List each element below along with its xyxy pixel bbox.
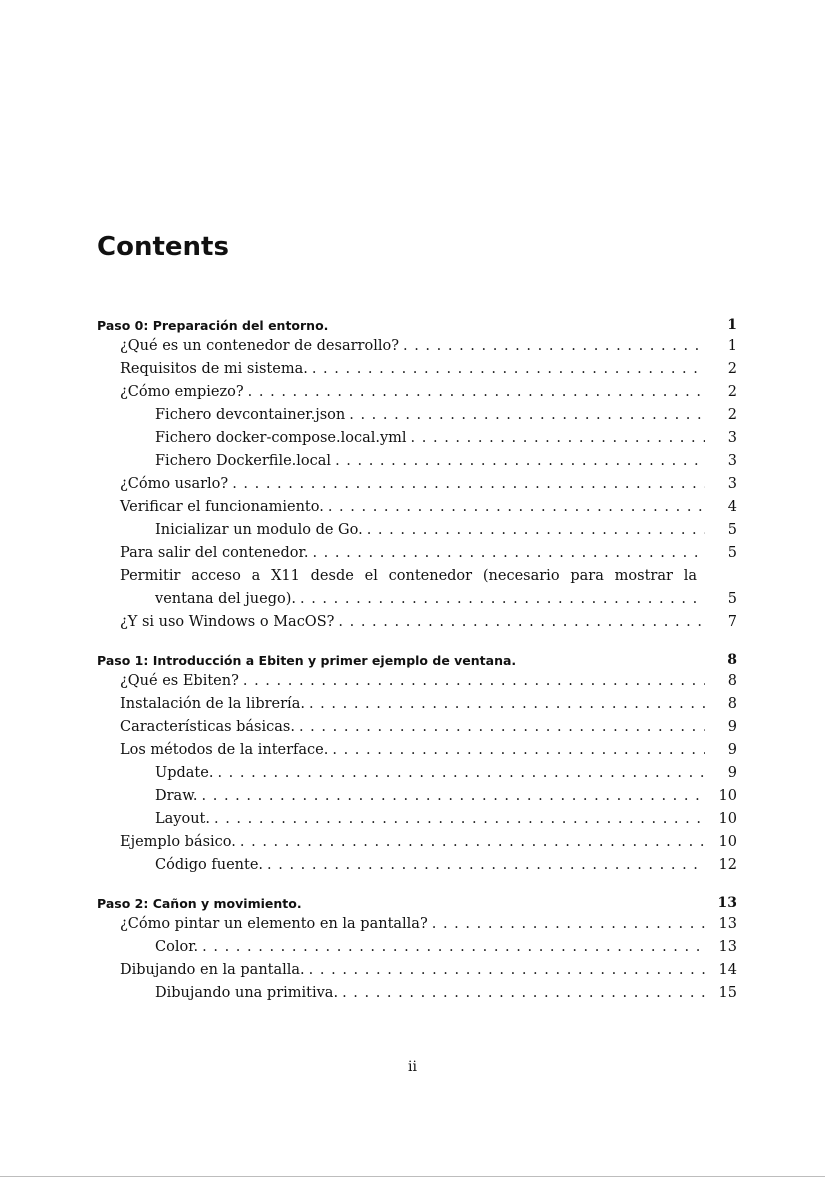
toc-entry[interactable]	[97, 983, 737, 1006]
dot-leader	[312, 361, 705, 377]
dot-leader	[248, 384, 705, 400]
toc-entry-page: 13	[718, 916, 737, 932]
dot-leader	[332, 742, 705, 758]
dot-leader	[403, 338, 705, 354]
toc-entry-page: 10	[718, 811, 737, 827]
dot-leader	[240, 834, 705, 850]
toc-entry-title: Update.	[155, 765, 214, 781]
toc-entry[interactable]	[97, 855, 737, 878]
toc-entry[interactable]	[97, 382, 737, 405]
dot-leader	[214, 811, 705, 827]
toc-entry-title: Fichero docker-compose.local.yml	[155, 430, 407, 446]
toc-entry-title: Verificar el funcionamiento.	[120, 499, 324, 515]
toc-entry-title: Requisitos de mi sistema.	[120, 361, 308, 377]
toc-entry[interactable]	[97, 359, 737, 382]
toc-part-title: Paso 2: Cañon y movimiento.	[97, 896, 302, 911]
toc-entry-page: 9	[727, 765, 737, 781]
dot-leader	[309, 962, 705, 978]
toc-entry-page: 9	[727, 719, 737, 735]
toc-entry[interactable]	[97, 832, 737, 855]
toc-entry-page: 8	[727, 696, 737, 712]
toc-part-page: 8	[727, 652, 737, 668]
toc-entry-page: 10	[718, 788, 737, 804]
toc-entry-page: 10	[718, 834, 737, 850]
toc-entry-title: Fichero Dockerfile.local	[155, 453, 332, 469]
toc-entry-page: 5	[727, 522, 737, 538]
page-number: ii	[408, 1059, 417, 1075]
toc-part-page: 13	[717, 895, 737, 911]
dot-leader	[349, 407, 705, 423]
toc-entry[interactable]	[97, 474, 737, 497]
toc-entry-page: 2	[727, 384, 737, 400]
dot-leader	[202, 939, 705, 955]
toc-entry[interactable]	[97, 428, 737, 451]
toc-entry-title: Draw.	[155, 788, 198, 804]
toc-entry-title: Inicializar un modulo de Go.	[155, 522, 363, 538]
toc-entry[interactable]	[97, 694, 737, 717]
toc-entry[interactable]	[97, 740, 737, 763]
toc-entry-page: 2	[727, 407, 737, 423]
dot-leader	[232, 476, 705, 492]
dot-leader	[202, 788, 705, 804]
toc-entry[interactable]	[97, 497, 737, 520]
toc-entry[interactable]	[97, 451, 737, 474]
toc-entry-page: 5	[727, 591, 737, 607]
toc-entry-title: Código fuente.	[155, 857, 264, 873]
toc-entry-title: Para salir del contenedor.	[120, 545, 309, 561]
toc-entry-title-continued: ventana del juego).	[155, 591, 296, 607]
table-of-contents	[97, 314, 737, 1006]
toc-entry-title: ¿Y si uso Windows o MacOS?	[120, 614, 335, 630]
toc-entry[interactable]	[97, 960, 737, 983]
toc-entry-page: 15	[718, 985, 737, 1001]
dot-leader	[367, 522, 705, 538]
dot-leader	[267, 857, 705, 873]
toc-entry-title: ¿Qué es un contenedor de desarrollo?	[120, 338, 399, 354]
toc-entry-title: ¿Cómo pintar un elemento en la pantalla?	[120, 916, 428, 932]
toc-entry-title: Ejemplo básico.	[120, 834, 236, 850]
toc-part-page: 1	[727, 317, 737, 333]
toc-entry[interactable]	[97, 717, 737, 740]
toc-entry-page: 5	[727, 545, 737, 561]
toc-entry[interactable]	[97, 809, 737, 832]
dot-leader	[217, 765, 705, 781]
toc-entry[interactable]	[97, 763, 737, 786]
toc-entry-page: 3	[727, 430, 737, 446]
toc-entry[interactable]	[97, 566, 737, 612]
toc-entry-page: 13	[718, 939, 737, 955]
dot-leader	[309, 696, 705, 712]
toc-entry-page: 7	[727, 614, 737, 630]
toc-entry[interactable]	[97, 405, 737, 428]
toc-entry-page: 4	[727, 499, 737, 515]
toc-entry-page: 3	[727, 476, 737, 492]
toc-entry[interactable]	[97, 937, 737, 960]
toc-entry-page: 2	[727, 361, 737, 377]
dot-leader	[243, 673, 705, 689]
toc-entry-title: Color.	[155, 939, 199, 955]
toc-part-title: Paso 0: Preparación del entorno.	[97, 318, 329, 333]
toc-entry[interactable]	[97, 543, 737, 566]
toc-entry-page: 8	[727, 673, 737, 689]
toc-entry[interactable]	[97, 336, 737, 359]
contents-heading: Contents	[97, 232, 229, 262]
toc-entry[interactable]	[97, 612, 737, 635]
toc-entry-title: Fichero devcontainer.json	[155, 407, 346, 423]
toc-entry-title: Instalación de la librería.	[120, 696, 305, 712]
toc-entry-title: Permitir acceso a X11 desde el contenedor (necesario para mostrar la	[120, 568, 697, 584]
toc-part[interactable]	[97, 649, 737, 671]
dot-leader	[300, 591, 705, 607]
dot-leader	[335, 453, 705, 469]
dot-leader	[328, 499, 705, 515]
dot-leader	[342, 985, 705, 1001]
toc-entry-page: 3	[727, 453, 737, 469]
toc-entry-title: ¿Cómo usarlo?	[120, 476, 229, 492]
toc-entry-page: 9	[727, 742, 737, 758]
toc-entry-title: Dibujando una primitiva.	[155, 985, 339, 1001]
dot-leader	[312, 545, 705, 561]
toc-entry-title: Dibujando en la pantalla.	[120, 962, 305, 978]
dot-leader	[338, 614, 705, 630]
toc-entry-page: 14	[718, 962, 737, 978]
toc-entry[interactable]	[97, 671, 737, 694]
toc-entry[interactable]	[97, 520, 737, 543]
toc-entry[interactable]	[97, 786, 737, 809]
toc-entry-title: Layout.	[155, 811, 210, 827]
toc-entry-title: Características básicas.	[120, 719, 295, 735]
toc-part[interactable]	[97, 314, 737, 336]
toc-entry[interactable]	[97, 914, 737, 937]
dot-leader	[299, 719, 705, 735]
toc-part-title: Paso 1: Introducción a Ebiten y primer ejemplo de ventana.	[97, 653, 517, 668]
toc-entry-title: Los métodos de la interface.	[120, 742, 329, 758]
toc-part[interactable]	[97, 892, 737, 914]
toc-entry-page: 12	[718, 857, 737, 873]
dot-leader	[411, 430, 705, 446]
toc-entry-page: 1	[727, 338, 737, 354]
dot-leader	[432, 916, 705, 932]
toc-entry-title: ¿Qué es Ebiten?	[120, 673, 239, 689]
toc-entry-title: ¿Cómo empiezo?	[120, 384, 244, 400]
